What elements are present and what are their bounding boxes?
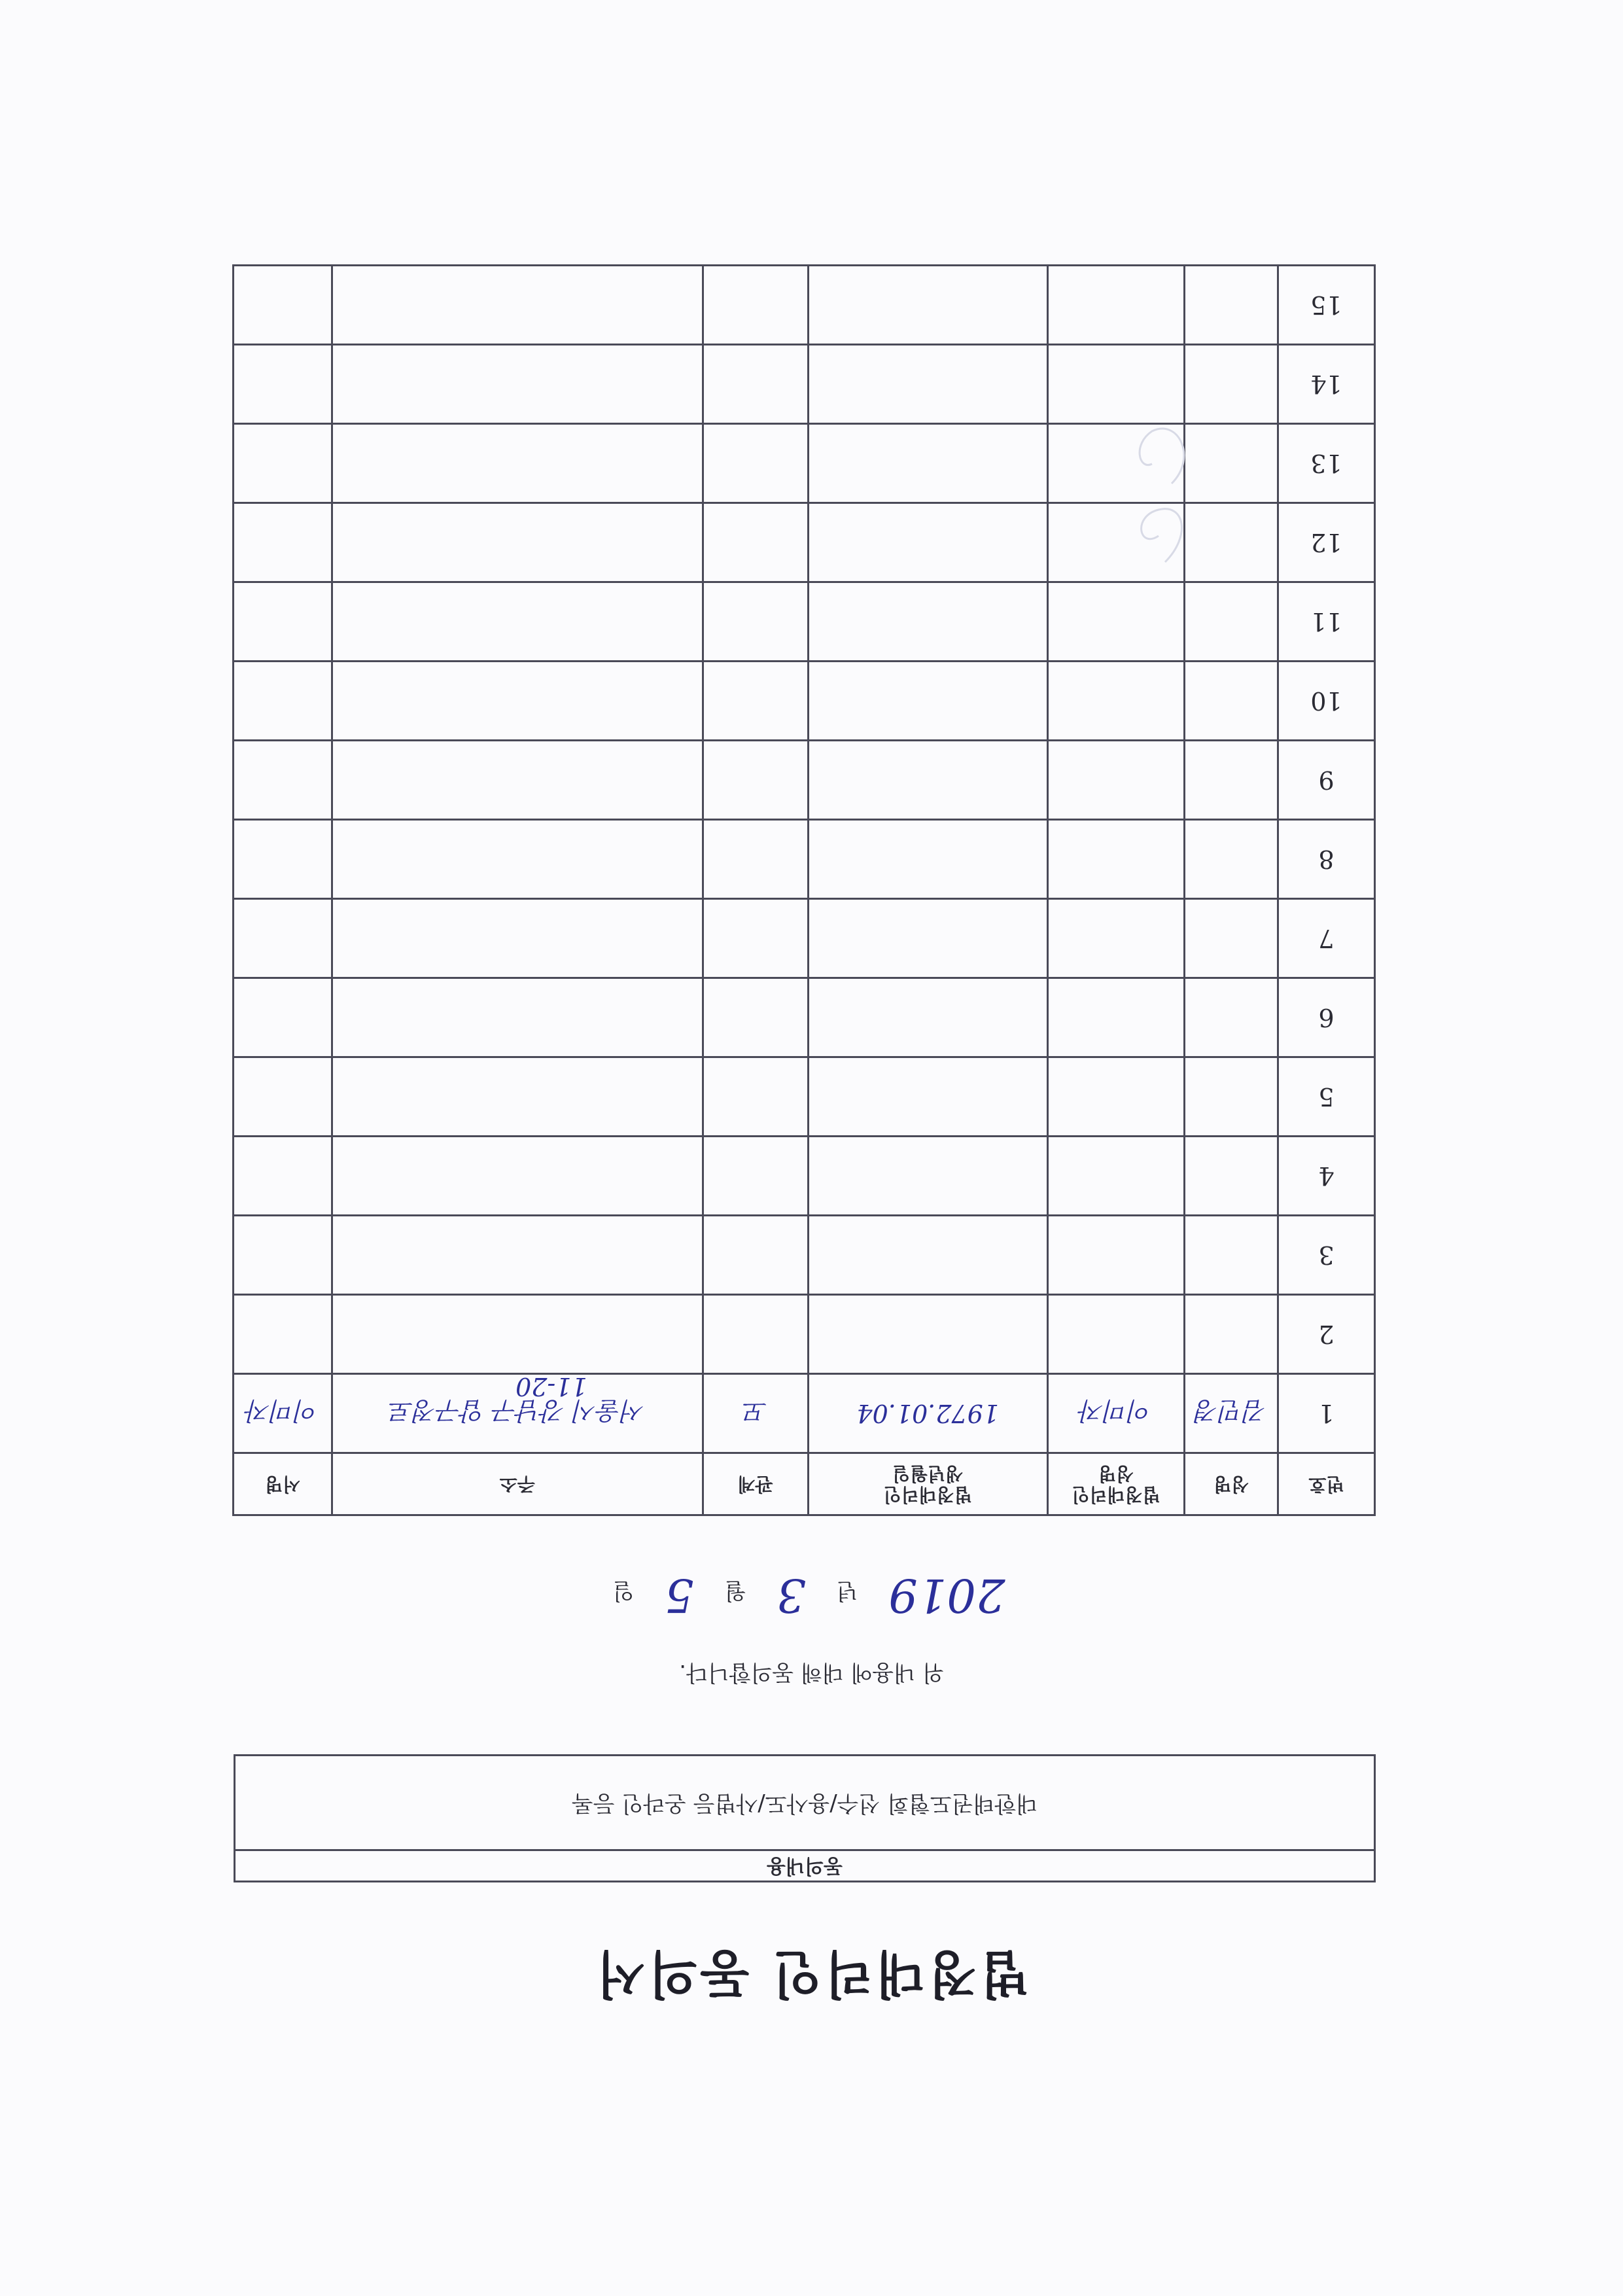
cell-no: 1: [1278, 1374, 1375, 1453]
cell-address: [332, 1216, 703, 1295]
cell-name: [1185, 978, 1278, 1057]
cell-sign: [234, 345, 332, 424]
cell-guardian-name: [1047, 1137, 1184, 1216]
cell-name: [1185, 266, 1278, 345]
table-row: [234, 662, 1375, 741]
agree-statement: 위 내용에 대해 동의합니다.: [679, 1659, 944, 1686]
cell-relation: [703, 899, 808, 978]
header-guardian-name: [1047, 1453, 1184, 1515]
cell-relation: [703, 978, 808, 1057]
header-guardian-birth-line2: 생년월일: [892, 1463, 964, 1485]
cell-sign: [234, 899, 332, 978]
cell-guardian-birth: 1972.01.04: [808, 1374, 1047, 1453]
cell-no: 5: [1278, 1057, 1375, 1137]
cell-address: [332, 503, 703, 582]
table-row: [234, 978, 1375, 1057]
cell-guardian-name: 이미자: [1047, 1374, 1184, 1453]
header-address: 주소: [332, 1453, 703, 1515]
cell-sign: [234, 1137, 332, 1216]
header-guardian-birth: [808, 1453, 1047, 1515]
table-row: [234, 820, 1375, 899]
cell-no: 2: [1278, 1295, 1375, 1374]
cell-name: [1185, 899, 1278, 978]
cell-guardian-birth: [808, 1216, 1047, 1295]
cell-sign: [234, 662, 332, 741]
cell-guardian-birth: [808, 899, 1047, 978]
cell-address: [332, 741, 703, 820]
cell-name: [1185, 741, 1278, 820]
cell-no: 15: [1278, 266, 1375, 345]
table-row: [234, 1137, 1375, 1216]
cell-guardian-name: [1047, 1057, 1184, 1137]
cell-no: 14: [1278, 345, 1375, 424]
cell-relation: [703, 345, 808, 424]
header-guardian-birth-line1: 법정대리인: [883, 1484, 972, 1506]
document-title: 법정대리인 동의서: [593, 1944, 1030, 2003]
table-row: [234, 899, 1375, 978]
cell-relation: [703, 820, 808, 899]
cell-guardian-name: [1047, 582, 1184, 662]
cell-name: 김민경: [1185, 1374, 1278, 1453]
cell-relation: [703, 1137, 808, 1216]
cell-relation: [703, 1216, 808, 1295]
cell-sign: [234, 741, 332, 820]
cell-no: 6: [1278, 978, 1375, 1057]
cell-guardian-name: [1047, 1295, 1184, 1374]
cell-no: 12: [1278, 503, 1375, 582]
cell-name: [1185, 582, 1278, 662]
cell-sign: 이미자: [234, 1374, 332, 1453]
date-year-unit: 년: [836, 1578, 858, 1604]
cell-relation: [703, 424, 808, 503]
cell-relation: [703, 503, 808, 582]
cell-address-note: 11-20: [515, 1372, 587, 1401]
cell-no: 3: [1278, 1216, 1375, 1295]
cell-guardian-name: [1047, 662, 1184, 741]
cell-guardian-birth: [808, 1137, 1047, 1216]
cell-guardian-name: [1047, 266, 1184, 345]
cell-address: [332, 1057, 703, 1137]
cell-no: 9: [1278, 741, 1375, 820]
cell-relation: [703, 266, 808, 345]
cell-guardian-name: [1047, 978, 1184, 1057]
date-year: 2019: [888, 1568, 1005, 1622]
cell-sign: [234, 266, 332, 345]
cell-name: [1185, 662, 1278, 741]
header-name: 성명: [1185, 1453, 1278, 1515]
consent-heading: 동의내용: [236, 1849, 1374, 1881]
cell-guardian-birth: [808, 424, 1047, 503]
cell-guardian-birth: [808, 1057, 1047, 1137]
header-guardian-name-line2: 성명: [1098, 1463, 1134, 1485]
cell-address: [332, 820, 703, 899]
table-row: [234, 1295, 1375, 1374]
cell-guardian-birth: [808, 582, 1047, 662]
table-header-row: [234, 1453, 1375, 1515]
cell-name: [1185, 1216, 1278, 1295]
cell-sign: [234, 1057, 332, 1137]
cell-address: [332, 1137, 703, 1216]
date-day: 5: [665, 1568, 694, 1622]
cell-no: 7: [1278, 899, 1375, 978]
header-sign: 서명: [234, 1453, 332, 1515]
header-relation: 관계: [703, 1453, 808, 1515]
cell-sign: [234, 582, 332, 662]
cell-guardian-birth: [808, 266, 1047, 345]
table-row: [234, 582, 1375, 662]
cell-sign: [234, 820, 332, 899]
cell-guardian-birth: [808, 1295, 1047, 1374]
cell-guardian-name: [1047, 899, 1184, 978]
cell-address: [332, 1295, 703, 1374]
cell-guardian-name: [1047, 1216, 1184, 1295]
cell-address: [332, 424, 703, 503]
cell-address: [332, 1374, 703, 1453]
cell-no: 11: [1278, 582, 1375, 662]
cell-guardian-birth: [808, 503, 1047, 582]
cell-guardian-birth: [808, 662, 1047, 741]
cell-no: 4: [1278, 1137, 1375, 1216]
cell-guardian-name: [1047, 741, 1184, 820]
cell-guardian-name: [1047, 820, 1184, 899]
cell-guardian-birth: [808, 978, 1047, 1057]
cell-name: [1185, 820, 1278, 899]
cell-address: [332, 899, 703, 978]
date-day-unit: 일: [612, 1578, 635, 1604]
cell-relation: [703, 1057, 808, 1137]
cell-guardian-birth: [808, 820, 1047, 899]
cell-address: [332, 582, 703, 662]
date-month-unit: 월: [724, 1578, 746, 1604]
cell-sign: [234, 1216, 332, 1295]
cell-address-text: 서울시 강남구 압구정로: [389, 1396, 646, 1426]
cell-no: 10: [1278, 662, 1375, 741]
header-no: 번호: [1278, 1453, 1375, 1515]
cell-relation: [703, 741, 808, 820]
header-guardian-name-line1: 법정대리인: [1072, 1484, 1161, 1506]
cell-address: [332, 662, 703, 741]
table-row: [234, 1216, 1375, 1295]
cell-relation: [703, 582, 808, 662]
table-row: [234, 741, 1375, 820]
table-row: [234, 1374, 1375, 1453]
cell-sign: [234, 1295, 332, 1374]
table-row: [234, 1057, 1375, 1137]
cell-no: 13: [1278, 424, 1375, 503]
cell-address: [332, 266, 703, 345]
cell-name: [1185, 1295, 1278, 1374]
cell-sign: [234, 503, 332, 582]
date-month: 3: [777, 1568, 806, 1622]
consent-box: [234, 1754, 1376, 1882]
cell-sign: [234, 978, 332, 1057]
cell-relation: [703, 1295, 808, 1374]
consent-body: 대한태권도협회 선수/용사도/사범등 온라인 등록: [571, 1790, 1038, 1816]
cell-no: 8: [1278, 820, 1375, 899]
cell-address: [332, 345, 703, 424]
cell-name: [1185, 1057, 1278, 1137]
date-line: [0, 1568, 1623, 1622]
cell-relation: 모: [703, 1374, 808, 1453]
table-row: [234, 266, 1375, 345]
pencil-mark: [1106, 405, 1211, 575]
cell-name: [1185, 1137, 1278, 1216]
cell-relation: [703, 662, 808, 741]
cell-guardian-birth: [808, 741, 1047, 820]
cell-address: [332, 978, 703, 1057]
cell-guardian-birth: [808, 345, 1047, 424]
cell-sign: [234, 424, 332, 503]
